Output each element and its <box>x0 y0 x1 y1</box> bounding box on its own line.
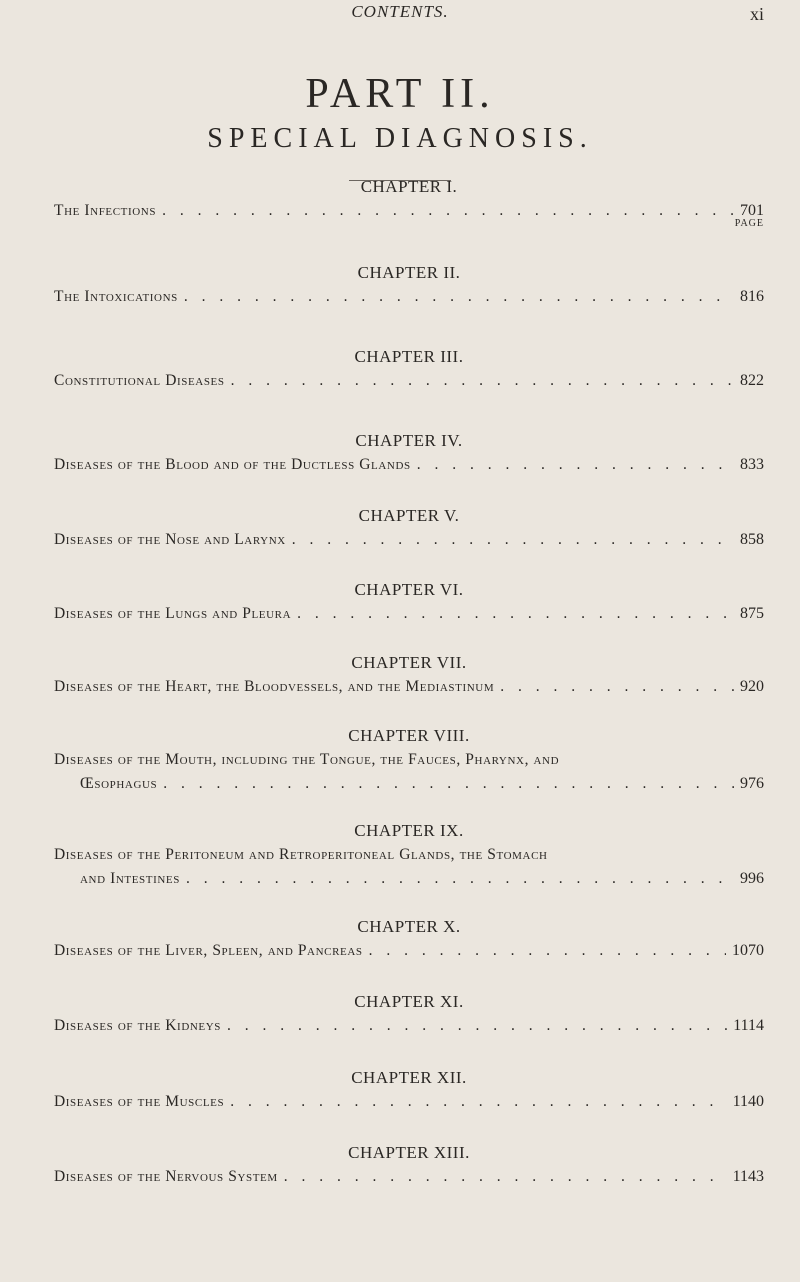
chapter-page-number: 996 <box>740 870 764 887</box>
chapter-heading: CHAPTER IV. <box>355 431 463 450</box>
toc-entry <box>54 175 764 223</box>
chapter-title: Diseases of the Muscles <box>54 1093 225 1110</box>
chapter-title-row <box>54 453 764 477</box>
chapter-heading: CHAPTER XII. <box>351 1068 467 1087</box>
chapter-page-number: 701 <box>740 202 764 219</box>
chapter-title-row <box>54 867 764 891</box>
toc-entry <box>54 261 764 309</box>
toc-entry <box>54 651 764 699</box>
dot-leader <box>186 867 734 891</box>
dot-leader <box>163 772 734 796</box>
dot-leader <box>292 528 734 552</box>
chapter-heading: CHAPTER XI. <box>354 992 464 1011</box>
chapter-page-number: 1140 <box>732 1093 764 1110</box>
chapter-title: Diseases of the Liver, Spleen, and Pancreas <box>54 942 363 959</box>
chapter-title: Diseases of the Nervous System <box>54 1168 278 1185</box>
chapter-heading: CHAPTER II. <box>357 263 461 282</box>
chapter-title: Diseases of the Nose and Larynx <box>54 531 286 548</box>
chapter-heading: CHAPTER V. <box>358 506 460 525</box>
chapter-title-row <box>54 939 764 963</box>
chapter-page-number: 1070 <box>732 942 764 959</box>
toc-entry <box>54 1141 764 1189</box>
dot-leader <box>417 453 734 477</box>
chapter-title-row <box>54 1165 764 1189</box>
dot-leader <box>162 199 734 223</box>
dot-leader <box>500 675 734 699</box>
chapter-title: Diseases of the Mouth, including the Tongue, the Fauces, Pharynx, and <box>54 751 560 768</box>
dot-leader <box>297 602 734 626</box>
part-subtitle: SPECIAL DIAGNOSIS. <box>207 123 593 154</box>
chapter-heading: CHAPTER X. <box>357 917 461 936</box>
chapter-title-row <box>54 199 764 223</box>
chapter-page-number: 1114 <box>733 1017 764 1034</box>
running-title: CONTENTS. <box>351 2 449 21</box>
toc-entry <box>54 819 764 891</box>
chapter-page-number: 833 <box>740 456 764 473</box>
chapter-title: and Intestines <box>80 870 180 887</box>
chapter-title-row <box>54 675 764 699</box>
chapter-page-number: 816 <box>740 288 764 305</box>
dot-leader <box>231 369 734 393</box>
page-column-heading: PAGE <box>734 218 764 229</box>
dot-leader <box>184 285 734 309</box>
toc-entry <box>54 429 764 477</box>
chapter-heading: CHAPTER VII. <box>351 653 467 672</box>
chapter-title-row <box>54 1014 764 1038</box>
chapter-title-line <box>54 748 764 772</box>
chapter-heading: CHAPTER VIII. <box>348 726 470 745</box>
toc-entry <box>54 1066 764 1114</box>
dot-leader <box>227 1014 727 1038</box>
chapter-title-row <box>54 369 764 393</box>
chapter-title-row <box>54 528 764 552</box>
chapter-title: Diseases of the Peritoneum and Retroperitoneal Glands, the Stomach <box>54 846 548 863</box>
toc-entry <box>54 915 764 963</box>
chapter-page-number: 976 <box>740 775 764 792</box>
chapter-heading: CHAPTER III. <box>354 347 464 366</box>
chapter-title: Œsophagus <box>80 775 158 792</box>
chapter-title: Diseases of the Kidneys <box>54 1017 221 1034</box>
chapter-heading: CHAPTER VI. <box>354 580 464 599</box>
toc-entry <box>54 724 764 796</box>
dot-leader <box>369 939 726 963</box>
chapter-title: Diseases of the Heart, the Bloodvessels, and the Mediastinum <box>54 678 495 695</box>
toc-entry <box>54 345 764 393</box>
running-head <box>0 0 800 40</box>
chapter-title: Diseases of the Blood and of the Ductless Glands <box>54 456 411 473</box>
part-title: PART II. <box>305 71 495 117</box>
toc-entry <box>54 578 764 626</box>
chapter-title: Diseases of the Lungs and Pleura <box>54 605 292 622</box>
chapter-title: Constitutional Diseases <box>54 372 225 389</box>
chapter-page-number: 858 <box>740 531 764 548</box>
chapter-page-number: 822 <box>740 372 764 389</box>
chapter-title-line <box>54 843 764 867</box>
chapter-title-row <box>54 602 764 626</box>
chapter-title: The Infections <box>54 202 157 219</box>
chapter-title-row <box>54 1090 764 1114</box>
chapter-title-row <box>54 772 764 796</box>
toc-entry <box>54 504 764 552</box>
chapter-title: The Intoxications <box>54 288 178 305</box>
chapter-page-number: 875 <box>740 605 764 622</box>
dot-leader <box>230 1090 726 1114</box>
toc-entry <box>54 990 764 1038</box>
page-number: xi <box>749 4 764 24</box>
chapter-page-number: 1143 <box>732 1168 764 1185</box>
chapter-heading: CHAPTER IX. <box>354 821 464 840</box>
dot-leader <box>284 1165 727 1189</box>
chapter-title-row <box>54 285 764 309</box>
chapter-heading: CHAPTER XIII. <box>348 1143 470 1162</box>
chapter-heading: CHAPTER I. <box>360 177 458 196</box>
chapter-page-number: 920 <box>740 678 764 695</box>
